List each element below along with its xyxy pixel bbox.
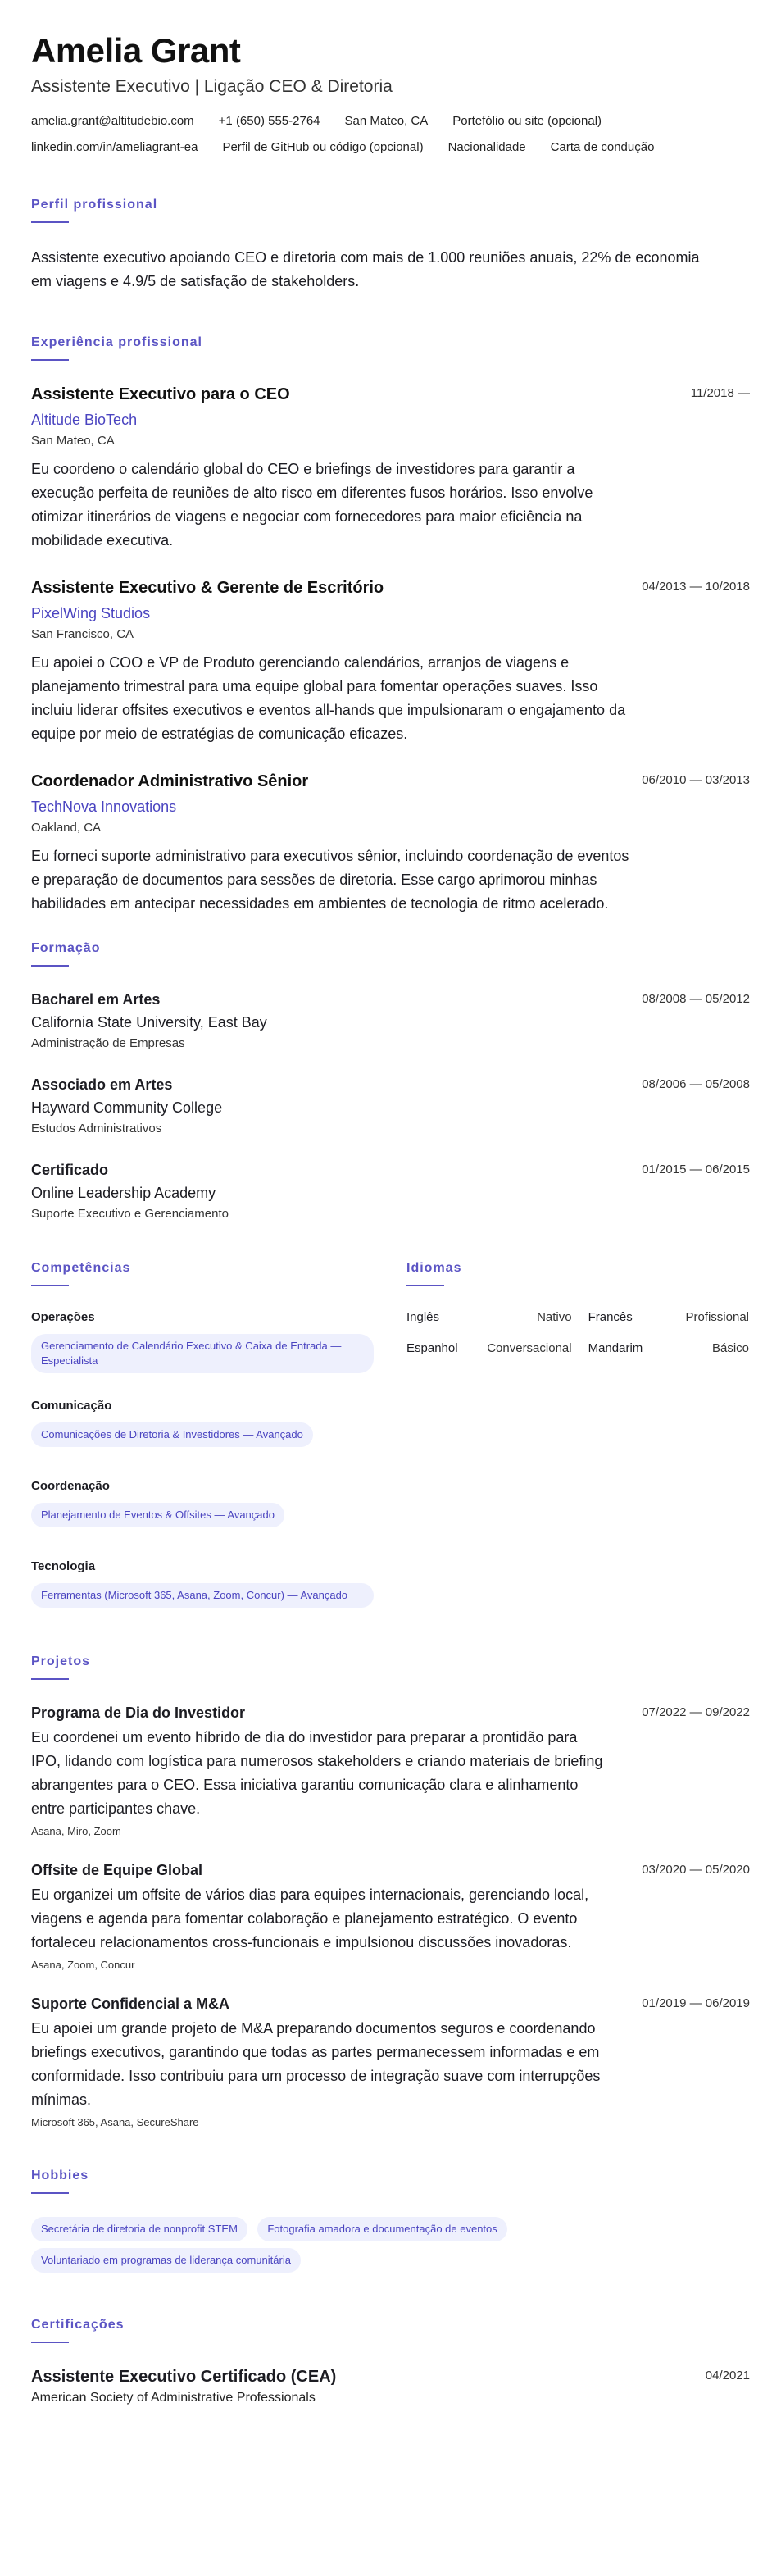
project-dates: 07/2022 — 09/2022 [642, 1705, 750, 1719]
education-school: Hayward Community College [31, 1099, 223, 1116]
education-dates: 08/2008 — 05/2012 [642, 992, 750, 1006]
skills-section [31, 1260, 374, 1632]
contact-portfolio[interactable]: Portefólio ou site (opcional) [452, 114, 602, 128]
education-degree: Bacharel em Artes [31, 991, 161, 1008]
contact-location: San Mateo, CA [344, 114, 429, 128]
education-entry [31, 1075, 750, 1137]
project-tools: Asana, Miro, Zoom [31, 1825, 121, 1837]
skill-group [31, 1398, 374, 1454]
education-entry [31, 990, 750, 1052]
hobby-chip: Voluntariado em programas de liderança comunitária [31, 2248, 301, 2273]
skill-chip: Gerenciamento de Calendário Executivo & Caixa de Entrada — Especialista [31, 1334, 374, 1373]
section-divider [31, 2342, 69, 2343]
job-location: San Mateo, CA [31, 434, 115, 448]
certifications-section [31, 2317, 750, 2407]
job-description: Eu apoiei o COO e VP de Produto gerenciando calendários, arranjos de viagens e planejamento trimestral para uma equipe global para fomentar operações suaves. Isso incluiu liderar offsites executivos e eventos all-hands que impulsionaram o engajamento da equipe por meio de estratégias de comunicação eficazes. [31, 654, 626, 742]
language-level: Nativo [537, 1310, 572, 1324]
project-title: Programa de Dia do Investidor [31, 1704, 246, 1721]
education-degree: Associado em Artes [31, 1076, 173, 1093]
contact-list [31, 113, 703, 156]
job-entry [31, 577, 750, 746]
experience-section [31, 335, 750, 916]
education-field: Administração de Empresas [31, 1036, 185, 1050]
language-level: Básico [711, 1341, 749, 1355]
profile-section [31, 197, 750, 294]
project-tools: Asana, Zoom, Concur [31, 1959, 135, 1971]
project-description: Eu apoiei um grande projeto de M&A preparando documentos seguros e coordenando briefings executivos, garantindo que todas as partes permanecessem informadas e em conformidade. Isso contribuiu para um processo de integração suave com interrupções mínimas. [31, 2020, 601, 2108]
section-title-profile: Perfil profissional [31, 198, 158, 212]
section-divider [31, 221, 69, 223]
section-title-languages: Idiomas [406, 1261, 462, 1275]
language-level: Profissional [685, 1310, 749, 1324]
skill-group-name: Comunicação [31, 1399, 112, 1413]
language-name: Inglês [406, 1310, 440, 1324]
language-list [406, 1309, 749, 1357]
hobby-chip: Fotografia amadora e documentação de eventos [257, 2217, 506, 2241]
hobby-list [31, 2217, 638, 2279]
section-divider [31, 359, 69, 361]
candidate-headline: Assistente Executivo | Ligação CEO & Diretoria [31, 77, 393, 96]
contact-email[interactable]: amelia.grant@altitudebio.com [31, 114, 194, 128]
skill-chip: Ferramentas (Microsoft 365, Asana, Zoom, Concur) — Avançado [31, 1583, 374, 1608]
job-company[interactable]: TechNova Innovations [31, 799, 177, 815]
job-location: San Francisco, CA [31, 627, 134, 641]
section-title-education: Formação [31, 941, 101, 955]
section-title-skills: Competências [31, 1261, 131, 1275]
education-dates: 01/2015 — 06/2015 [642, 1163, 750, 1176]
section-title-certifications: Certificações [31, 2318, 125, 2332]
resume-header [31, 31, 750, 156]
job-company[interactable]: PixelWing Studios [31, 605, 151, 621]
job-title: Assistente Executivo para o CEO [31, 385, 290, 403]
section-divider [31, 1285, 69, 1286]
project-dates: 03/2020 — 05/2020 [642, 1863, 750, 1877]
skill-group [31, 1309, 374, 1373]
education-field: Estudos Administrativos [31, 1122, 162, 1136]
language-name: Mandarim [588, 1341, 643, 1355]
skill-group [31, 1478, 374, 1534]
section-divider [31, 965, 69, 967]
contact-linkedin[interactable]: linkedin.com/in/ameliagrant-ea [31, 140, 198, 154]
section-title-projects: Projetos [31, 1654, 91, 1668]
project-entry [31, 1703, 750, 1839]
project-tools: Microsoft 365, Asana, SecureShare [31, 2116, 199, 2128]
education-school: California State University, East Bay [31, 1014, 267, 1031]
contact-nationality: Nacionalidade [447, 140, 526, 154]
section-title-hobbies: Hobbies [31, 2169, 89, 2182]
project-entry [31, 1860, 750, 1973]
job-company[interactable]: Altitude BioTech [31, 412, 138, 428]
job-title: Coordenador Administrativo Sênior [31, 772, 309, 790]
section-divider [406, 1285, 444, 1286]
profile-summary: Assistente executivo apoiando CEO e diretoria com mais de 1.000 reuniões anuais, 22% de economia em viagens e 4.9/5 de satisfação de stakeholders. [31, 249, 700, 289]
certification-name: Assistente Executivo Certificado (CEA) [31, 2368, 337, 2386]
job-dates: 04/2013 — 10/2018 [642, 580, 750, 594]
education-dates: 08/2006 — 05/2008 [642, 1077, 750, 1091]
section-divider [31, 2192, 69, 2194]
job-dates: 06/2010 — 03/2013 [642, 773, 750, 787]
skill-chip: Planejamento de Eventos & Offsites — Avançado [31, 1503, 284, 1527]
hobbies-section [31, 2168, 750, 2279]
education-field: Suporte Executivo e Gerenciamento [31, 1207, 229, 1221]
job-description: Eu coordeno o calendário global do CEO e briefings de investidores para garantir a execução perfeita de reuniões de alto risco em diferentes fusos horários. Isso envolve otimizar itinerários de viagens e negociar com fornecedores para maior eficiência na mobilidade executiva. [31, 461, 593, 548]
contact-phone[interactable]: +1 (650) 555-2764 [218, 114, 320, 128]
project-dates: 01/2019 — 06/2019 [642, 1996, 750, 2010]
skill-group [31, 1559, 374, 1608]
hobby-chip: Secretária de diretoria de nonprofit STEM [31, 2217, 247, 2241]
language-name: Francês [588, 1310, 633, 1324]
candidate-name: Amelia Grant [31, 31, 241, 70]
skills-languages-row [31, 1260, 750, 1632]
skill-chip: Comunicações de Diretoria & Investidores — Avançado [31, 1422, 313, 1447]
project-description: Eu coordenei um evento híbrido de dia do investidor para preparar a prontidão para IPO, lidando com logística para numerosos stakeholders e criando materiais de briefing abrangentes para o CEO. Essa iniciativa garantiu comunicação clara e alinhamento entre participantes chave. [31, 1729, 603, 1817]
certification-entry [31, 2366, 750, 2407]
certification-date: 04/2021 [705, 2369, 750, 2383]
job-entry [31, 771, 750, 916]
languages-section [406, 1260, 749, 1632]
job-description: Eu forneci suporte administrativo para executivos sênior, incluindo coordenação de eventos e preparação de documentos para sessões de diretoria. Esse cargo aprimorou minhas habilidades em antecipar necessidades em ambientes de tecnologia de ritmo acelerado. [31, 848, 629, 912]
language-name: Espanhol [406, 1341, 458, 1355]
project-title: Suporte Confidencial a M&A [31, 1996, 230, 2012]
job-title: Assistente Executivo & Gerente de Escritório [31, 579, 384, 597]
project-title: Offsite de Equipe Global [31, 1862, 203, 1878]
skill-group-name: Tecnologia [31, 1559, 96, 1573]
education-section [31, 940, 750, 1222]
skill-group-name: Operações [31, 1310, 95, 1324]
contact-driving-license: Carta de condução [550, 140, 655, 154]
job-entry [31, 384, 750, 553]
project-entry [31, 1994, 750, 2130]
certification-issuer: American Society of Administrative Professionals [31, 2391, 316, 2405]
education-degree: Certificado [31, 1162, 109, 1178]
education-entry [31, 1160, 750, 1222]
section-divider [31, 1678, 69, 1680]
section-title-experience: Experiência profissional [31, 335, 202, 349]
projects-section [31, 1654, 750, 2130]
skill-group-name: Coordenação [31, 1479, 110, 1493]
education-school: Online Leadership Academy [31, 1185, 216, 1201]
job-location: Oakland, CA [31, 821, 102, 835]
contact-github[interactable]: Perfil de GitHub ou código (opcional) [222, 140, 424, 154]
job-dates: 11/2018 — [690, 386, 750, 400]
language-level: Conversacional [487, 1341, 572, 1355]
project-description: Eu organizei um offsite de vários dias para equipes internacionais, gerenciando local, viagens e agenda para fomentar colaboração e planejamento estratégico. O evento fortaleceu relacionamentos cross-funcionais e impulsionou discussões inovadoras. [31, 1886, 589, 1950]
